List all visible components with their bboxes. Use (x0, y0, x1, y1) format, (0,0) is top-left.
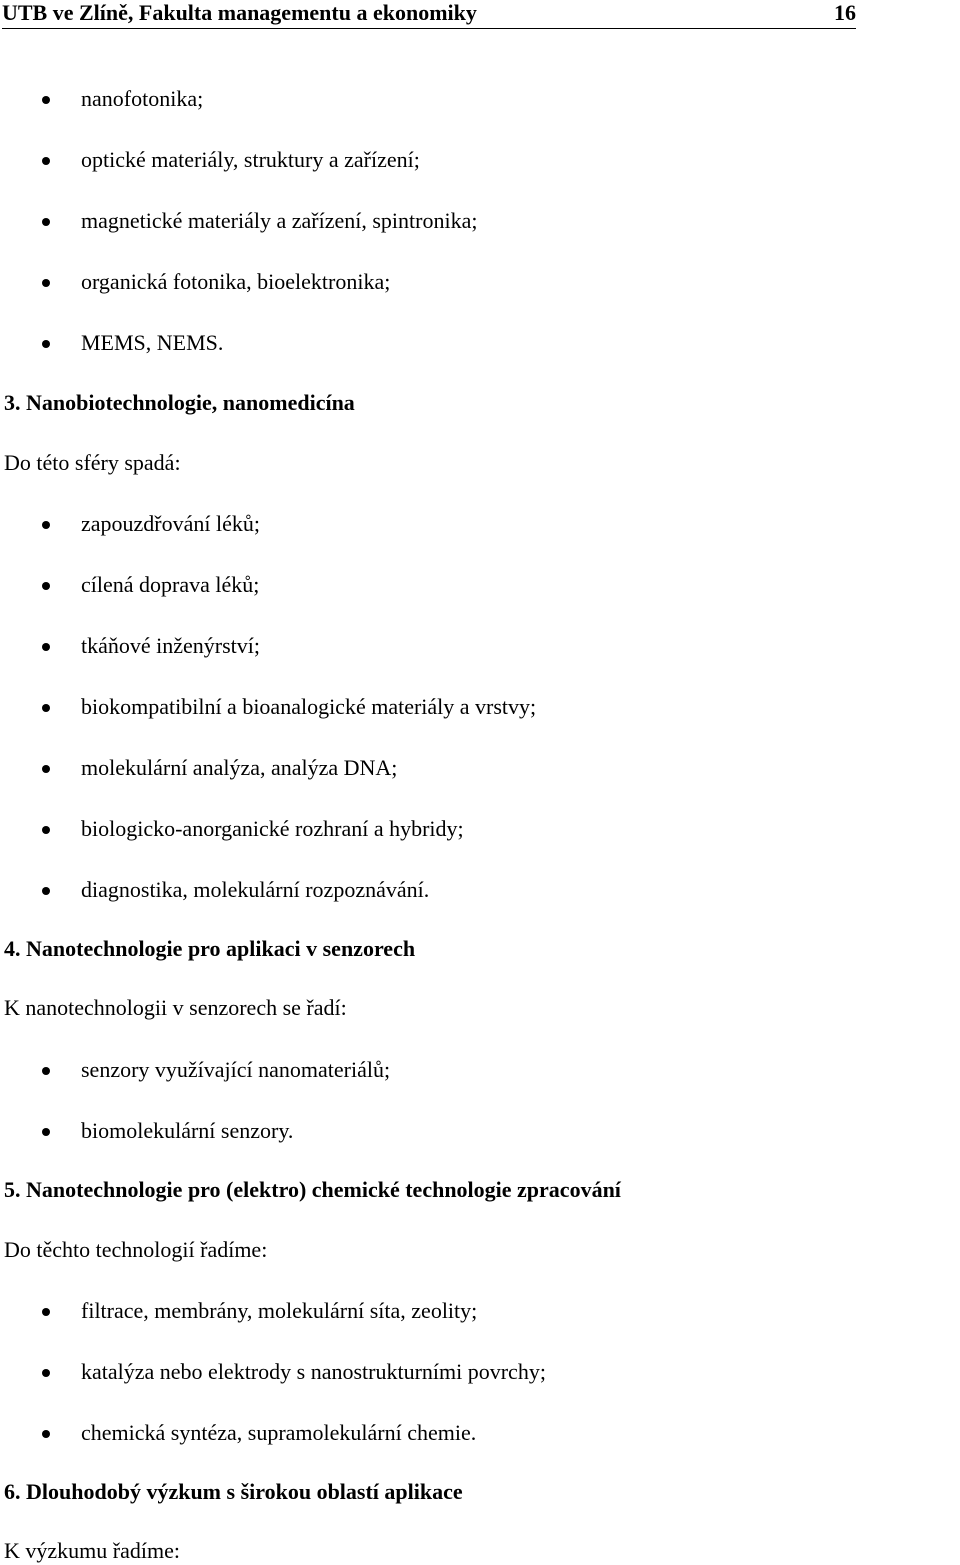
list-item: magnetické materiály a zařízení, spintronika; (81, 208, 478, 233)
bullet-icon (42, 887, 50, 895)
list-item: filtrace, membrány, molekulární síta, zeolity; (81, 1298, 478, 1323)
list-item: senzory využívající nanomateriálů; (81, 1057, 391, 1082)
bullet-icon (42, 765, 50, 773)
bullet-icon (42, 218, 50, 226)
list-item: nanofotonika; (81, 86, 204, 111)
list-item: cílená doprava léků; (81, 572, 260, 597)
page-number: 16 (834, 0, 856, 25)
bullet-icon (42, 521, 50, 529)
section-heading: 6. Dlouhodobý výzkum s širokou oblastí aplikace (4, 1479, 463, 1504)
bullet-icon (42, 96, 50, 104)
bullet-icon (42, 582, 50, 590)
bullet-icon (42, 340, 50, 348)
list-item: biomolekulární senzory. (81, 1118, 294, 1143)
list-item: zapouzdřování léků; (81, 511, 260, 536)
bullet-icon (42, 157, 50, 165)
list-item: katalýza nebo elektrody s nanostrukturními povrchy; (81, 1359, 546, 1384)
bullet-icon (42, 1128, 50, 1136)
bullet-icon (42, 1369, 50, 1377)
list-item: organická fotonika, bioelektronika; (81, 269, 391, 294)
list-item: optické materiály, struktury a zařízení; (81, 147, 420, 172)
bullet-icon (42, 826, 50, 834)
section-intro: Do těchto technologií řadíme: (4, 1237, 268, 1262)
bullet-icon (42, 1430, 50, 1438)
list-item: MEMS, NEMS. (81, 330, 224, 355)
section-heading: 3. Nanobiotechnologie, nanomedicína (4, 390, 355, 415)
list-item: biokompatibilní a bioanalogické materiály a vrstvy; (81, 694, 537, 719)
bullet-icon (42, 279, 50, 287)
section-heading: 5. Nanotechnologie pro (elektro) chemické technologie zpracování (4, 1177, 621, 1202)
list-item: chemická syntéza, supramolekulární chemie. (81, 1420, 477, 1445)
bullet-icon (42, 1308, 50, 1316)
list-item: tkáňové inženýrství; (81, 633, 261, 658)
section-intro: Do této sféry spadá: (4, 450, 181, 475)
list-item: molekulární analýza, analýza DNA; (81, 755, 398, 780)
section-intro: K výzkumu řadíme: (4, 1538, 180, 1563)
list-item: diagnostika, molekulární rozpoznávání. (81, 877, 430, 902)
list-item: biologicko-anorganické rozhraní a hybridy; (81, 816, 464, 841)
bullet-icon (42, 704, 50, 712)
section-intro: K nanotechnologii v senzorech se řadí: (4, 995, 347, 1020)
section-heading: 4. Nanotechnologie pro aplikaci v senzorech (4, 936, 416, 961)
header-title: UTB ve Zlíně, Fakulta managementu a ekonomiky (2, 0, 477, 25)
bullet-icon (42, 1067, 50, 1075)
bullet-icon (42, 643, 50, 651)
